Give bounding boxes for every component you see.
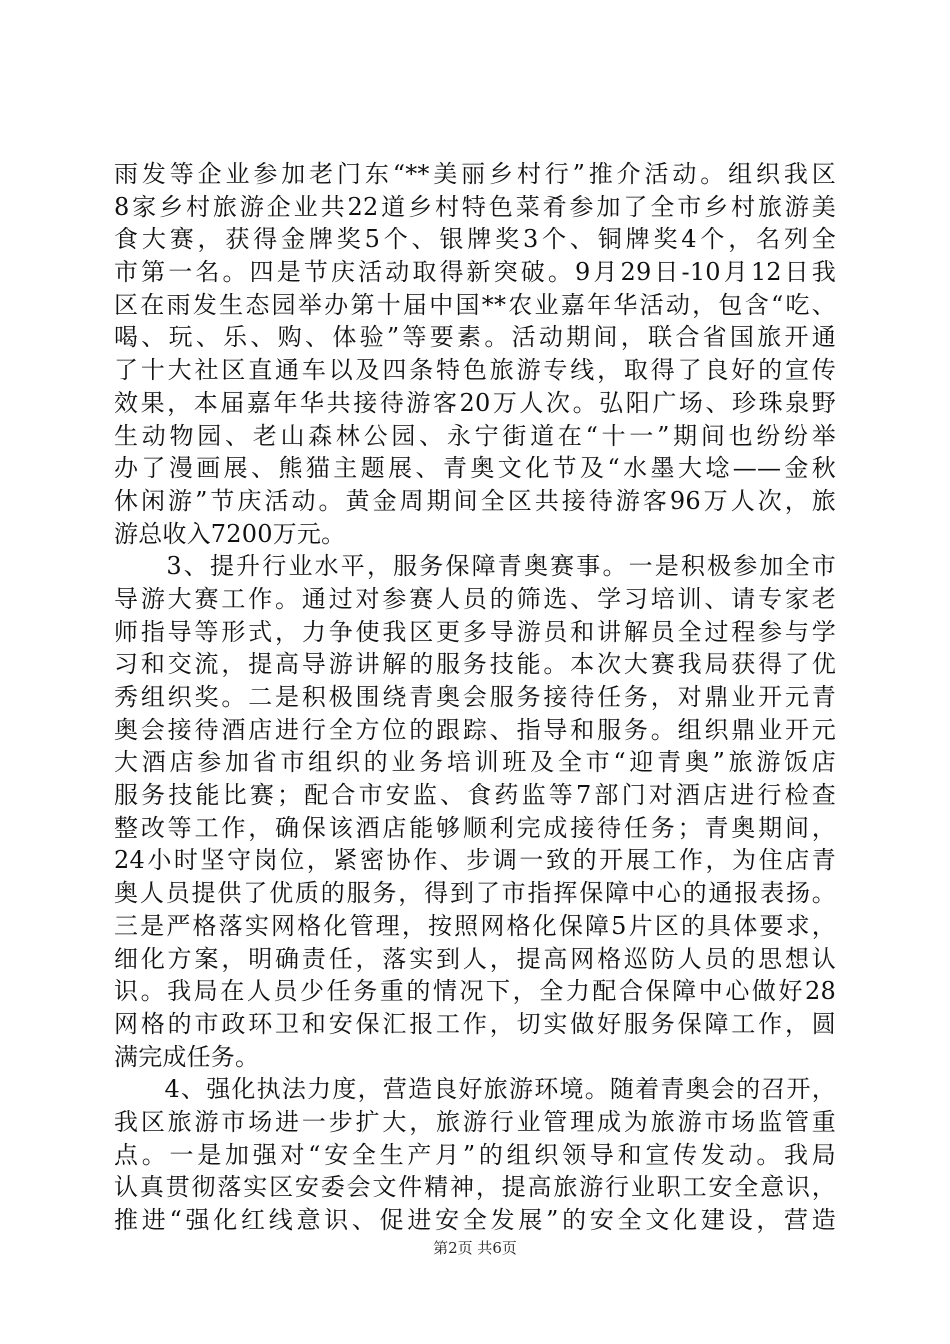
page-number-footer: 第2页 共6页 — [433, 1239, 517, 1257]
text-line: 8家乡村旅游企业共22道乡村特色菜肴参加了全市乡村旅游美 — [114, 192, 836, 221]
text-line: 食大赛，获得金牌奖5个、银牌奖3个、铜牌奖4个，名列全 — [114, 225, 836, 254]
text-line: 细化方案，明确责任，落实到人，提高网格巡防人员的思想认 — [114, 944, 836, 973]
text-line: 服务技能比赛；配合市安监、食药监等7部门对酒店进行检查 — [114, 781, 836, 810]
text-line: 奥人员提供了优质的服务，得到了市指挥保障中心的通报表扬。 — [114, 879, 836, 908]
text-line: 3、提升行业水平，服务保障青奥赛事。一是积极参加全市 — [114, 552, 836, 581]
text-line: 效果，本届嘉年华共接待游客20万人次。弘阳广场、珍珠泉野 — [114, 388, 836, 417]
text-line: 大酒店参加省市组织的业务培训班及全市“迎青奥”旅游饭店 — [114, 748, 836, 777]
text-line: 习和交流，提高导游讲解的服务技能。本次大赛我局获得了优 — [114, 650, 836, 679]
text-line: 办了漫画展、熊猫主题展、青奥文化节及“水墨大埝——金秋 — [114, 454, 836, 483]
text-line: 4、强化执法力度，营造良好旅游环境。随着青奥会的召开， — [114, 1075, 836, 1104]
text-line: 奥会接待酒店进行全方位的跟踪、指导和服务。组织鼎业开元 — [114, 715, 836, 744]
text-line: 游总收入7200万元。 — [114, 519, 346, 548]
text-line: 三是严格落实网格化管理，按照网格化保障5片区的具体要求， — [114, 911, 836, 940]
text-line: 我区旅游市场进一步扩大，旅游行业管理成为旅游市场监管重 — [114, 1107, 836, 1136]
text-line: 秀组织奖。二是积极围绕青奥会服务接待任务，对鼎业开元青 — [114, 683, 836, 711]
text-line: 雨发等企业参加老门东“**美丽乡村行”推介活动。组织我区 — [114, 160, 836, 188]
text-line: 市第一名。四是节庆活动取得新突破。9月29日-10月12日我 — [114, 258, 836, 287]
text-line: 师指导等形式，力争使我区更多导游员和讲解员全过程参与学 — [114, 617, 836, 646]
text-line: 导游大赛工作。通过对参赛人员的筛选、学习培训、请专家老 — [114, 584, 836, 613]
text-line: 网格的市政环卫和安保汇报工作，切实做好服务保障工作，圆 — [114, 1009, 836, 1038]
text-line: 24小时坚守岗位，紧密协作、步调一致的开展工作，为住店青 — [114, 846, 836, 875]
text-line: 认真贯彻落实区安委会文件精神，提高旅游行业职工安全意识， — [114, 1173, 836, 1202]
text-line: 区在雨发生态园举办第十届中国**农业嘉年华活动，包含“吃、 — [114, 290, 836, 319]
body-text — [114, 158, 836, 1237]
text-line: 识。我局在人员少任务重的情况下，全力配合保障中心做好28 — [114, 977, 836, 1006]
text-line: 整改等工作，确保该酒店能够顺利完成接待任务；青奥期间， — [114, 813, 836, 842]
text-line: 满完成任务。 — [114, 1042, 260, 1071]
text-line: 休闲游”节庆活动。黄金周期间全区共接待游客96万人次，旅 — [114, 486, 836, 515]
text-line: 生动物园、老山森林公园、永宁街道在“十一”期间也纷纷举 — [114, 421, 836, 450]
text-line: 推进“强化红线意识、促进安全发展”的安全文化建设，营造 — [114, 1206, 836, 1234]
text-line: 喝、玩、乐、购、体验”等要素。活动期间，联合省国旅开通 — [114, 323, 836, 352]
text-line: 了十大社区直通车以及四条特色旅游专线，取得了良好的宣传 — [114, 356, 836, 385]
text-line: 点。一是加强对“安全生产月”的组织领导和宣传发动。我局 — [114, 1140, 836, 1169]
